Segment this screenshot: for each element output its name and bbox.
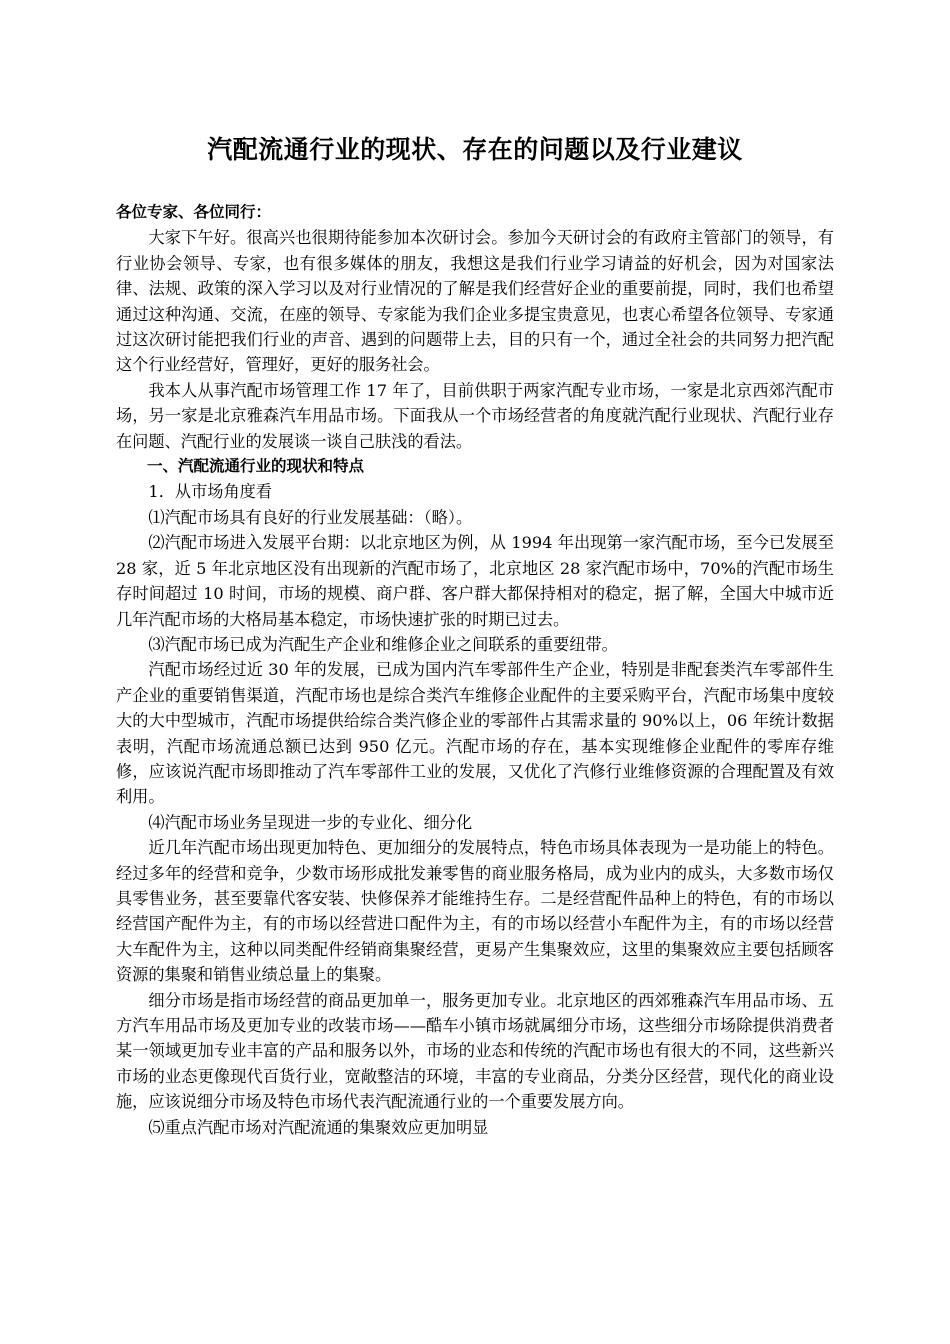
paragraph-intro: 大家下午好。很高兴也很期待能参加本次研讨会。参加今天研讨会的有政府主管部门的领导，有行业协会领导、专家，也有很多媒体的朋友，我想这是我们行业学习请益的好机会，因为对国家法律、法规、政策的深入学习以及对行业情况的了解是我们经营好企业的重要前提，同时，我们也希望通过这种沟通、交流，在座的领导、专家能为我们企业多提宝贵意见，也衷心希望各位领导、专家通过这次研讨能把我们行业的声音、遇到的问题带上去，目的只有一个，通过全社会的共同努力把汽配这个行业经营好，管理好，更好的服务社会。 bbox=[116, 228, 834, 375]
list-item-3-text: 汽配市场经过近 30 年的发展，已成为国内汽车零部件生产企业，特别是非配套类汽车零部件生产企业的重要销售渠道，汽配市场也是综合类汽车维修企业配件的主要采购平台，汽配市场集中度较大的大中型城市，汽配市场提供给综合类汽修企业的零部件占其需求量的 90%以上，06 年统计数据表明，汽配市场流通总额已达到 950 亿元。汽配市场的存在，基本实现维修企业配件的零库存维修，应该说汽配市场即推动了汽车零部件工业的发展，又优化了汽修行业维修资源的合理配置及有效利用。 bbox=[116, 660, 834, 807]
salutation: 各位专家、各位同行： bbox=[116, 203, 272, 221]
list-item-5: ⑸重点汽配市场对汽配流通的集聚效应更加明显 bbox=[148, 1117, 489, 1137]
list-item-1: ⑴汽配市场具有良好的行业发展基础：（略）。 bbox=[148, 507, 473, 527]
document-body bbox=[116, 200, 834, 1140]
paragraph-background: 我本人从事汽配市场管理工作 17 年了，目前供职于两家汽配专业市场，一家是北京西郊汽配市场，另一家是北京雅森汽车用品市场。下面我从一个市场经营者的角度就汽配行业现状、汽配行业存在问题、汽配行业的发展谈一谈自己肤浅的看法。 bbox=[116, 380, 834, 451]
list-item-4-text-2: 细分市场是指市场经营的商品更加单一，服务更加专业。北京地区的西郊雅森汽车用品市场、五方汽车用品市场及更加专业的改装市场——酷车小镇市场就属细分市场，这些细分市场除提供消费者某一领域更加专业丰富的产品和服务以外，市场的业态和传统的汽配市场也有很大的不同，这些新兴市场的业态更像现代百货行业，宽敞整洁的环境，丰富的专业商品，分类分区经营，现代化的商业设施，应该说细分市场及特色市场代表汽配流通行业的一个重要发展方向。 bbox=[116, 990, 834, 1112]
list-item-3: ⑶汽配市场已成为汽配生产企业和维修企业之间联系的重要纽带。 bbox=[148, 634, 618, 654]
document-title: 汽配流通行业的现状、存在的问题以及行业建议 bbox=[207, 135, 743, 164]
list-item-4-text-1: 近几年汽配市场出现更加特色、更加细分的发展特点，特色市场具体表现为一是功能上的特色。经过多年的经营和竞争，少数市场形成批发兼零售的商业服务格局，成为业内的成头，大多数市场仅具零售业务，甚至要靠代客安装、快修保养才能维持生存。二是经营配件品种上的特色，有的市场以经营国产配件为主，有的市场以经营进口配件为主，有的市场以经营小车配件为主，有的市场以经营大车配件为主，这种以同类配件经销商集聚经营，更易产生集聚效应，这里的集聚效应主要包括顾客资源的集聚和销售业绩总量上的集聚。 bbox=[116, 838, 834, 985]
subsection-heading-1: 1．从市场角度看 bbox=[148, 482, 273, 502]
section-heading-1: 一、汽配流通行业的现状和特点 bbox=[147, 457, 365, 476]
list-item-2: ⑵汽配市场进入发展平台期：以北京地区为例，从 1994 年出现第一家汽配市场，至今已发展至 28 家，近 5 年北京地区没有出现新的汽配市场了，北京地区 28 家汽配市场中，70%的汽配市场生存时间超过 10 时间，市场的规模、商户群、客户群大都保持相对的稳定，据了解，全国大中城市近几年汽配市场的大格局基本稳定，市场快速扩张的时期已过去。 bbox=[116, 533, 834, 629]
list-item-4: ⑷汽配市场业务呈现进一步的专业化、细分化 bbox=[148, 812, 473, 832]
